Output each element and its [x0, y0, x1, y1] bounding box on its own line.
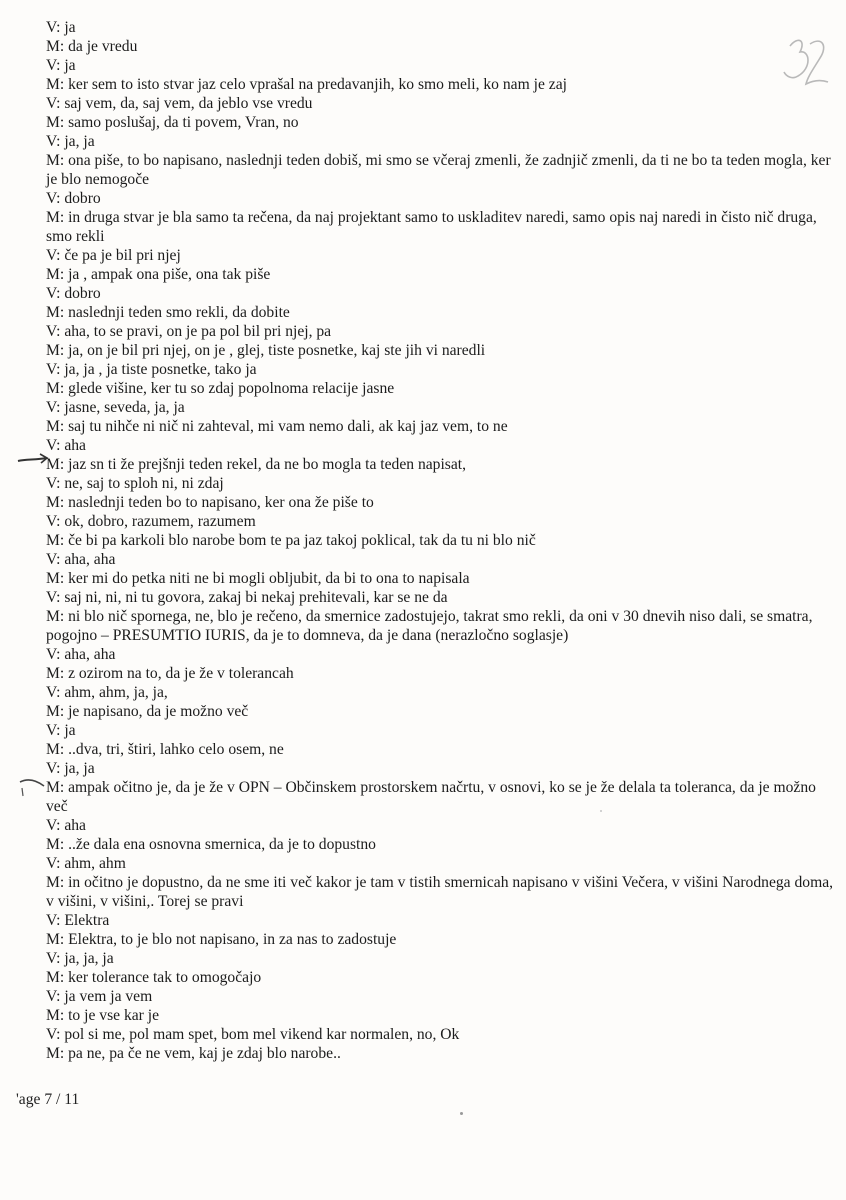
transcript-line: V: ja	[46, 19, 76, 36]
transcript-line: V: ahm, ahm, ja, ja,	[46, 684, 168, 701]
transcript-line: V: ja	[46, 57, 76, 74]
transcript-line: M: da je vredu	[46, 38, 138, 55]
transcript-line: M: Elektra, to je blo not napisano, in za nas to zadostuje	[46, 931, 397, 948]
transcript-line: V: ja vem ja vem	[46, 988, 153, 1005]
transcript-line: V: ja, ja	[46, 133, 95, 150]
transcript-line: V: saj vem, da, saj vem, da jeblo vse vredu	[46, 95, 313, 112]
transcript-line: M: samo poslušaj, da ti povem, Vran, no	[46, 114, 299, 131]
transcript-line: M: če bi pa karkoli blo narobe bom te pa jaz takoj poklical, tak da tu ni blo nič	[46, 532, 536, 549]
margin-arrow-2	[14, 776, 48, 798]
transcript-line: M: ona piše, to bo napisano, naslednji teden dobiš, mi smo se včeraj zmenli, že zadnjič zmenli, da ti ne bo ta teden mogla, ker je blo nemogoče	[46, 152, 831, 188]
transcript-line: M: jaz sn ti že prejšnji teden rekel, da ne bo mogla ta teden napisat,	[46, 456, 467, 473]
transcript-line: V: ne, saj to sploh ni, ni zdaj	[46, 475, 224, 492]
transcript-line: M: saj tu nihče ni nič ni zahteval, mi vam nemo dali, ak kaj jaz vem, to ne	[46, 418, 508, 435]
transcript-line: V: aha, to se pravi, on je pa pol bil pri njej, pa	[46, 323, 332, 340]
transcript-line: V: aha	[46, 437, 86, 454]
margin-arrow-1	[16, 452, 50, 466]
transcript-line: V: ja, ja , ja tiste posnetke, tako ja	[46, 361, 257, 378]
transcript-line: M: pa ne, pa če ne vem, kaj je zdaj blo narobe..	[46, 1045, 341, 1062]
transcript-line: M: ja, on je bil pri njej, on je , glej, tiste posnetke, kaj ste jih vi naredli	[46, 342, 486, 359]
transcript-line: M: ..že dala ena osnovna smernica, da je to dopustno	[46, 836, 376, 853]
paper-speck	[460, 1112, 463, 1115]
transcript-line: M: z ozirom na to, da je že v tolerancah	[46, 665, 294, 682]
transcript-line: V: aha, aha	[46, 551, 116, 568]
transcript-line: M: ker mi do petka niti ne bi mogli obljubit, da bi to ona to napisala	[46, 570, 470, 587]
transcript-line: V: če pa je bil pri njej	[46, 247, 181, 264]
transcript-line: V: ahm, ahm	[46, 855, 126, 872]
transcript-line: V: dobro	[46, 190, 101, 207]
transcript-line: M: ..dva, tri, štiri, lahko celo osem, ne	[46, 741, 284, 758]
page-number-footer: 'age 7 / 11	[16, 1091, 80, 1108]
transcript-line: V: dobro	[46, 285, 101, 302]
transcript-line: V: aha	[46, 817, 86, 834]
transcript-line: M: in očitno je dopustno, da ne sme iti več kakor je tam v tistih smernicah napisano v višini Večera, v višini Narodnega doma, v višini, v višini,. Torej se pravi	[46, 874, 834, 910]
transcript-line: M: to je vse kar je	[46, 1007, 160, 1024]
transcript-line: V: saj ni, ni, ni tu govora, zakaj bi nekaj prehitevali, kar se ne da	[46, 589, 448, 606]
transcript-line: M: ker sem to isto stvar jaz celo vprašal na predavanjih, ko smo meli, ko nam je zaj	[46, 76, 567, 93]
transcript-line: V: ja	[46, 722, 76, 739]
transcript-line: V: aha, aha	[46, 646, 116, 663]
transcript-line: M: glede višine, ker tu so zdaj popolnoma relacije jasne	[46, 380, 395, 397]
transcript-body	[46, 18, 836, 1063]
transcript-line: V: Elektra	[46, 912, 110, 929]
transcript-line: M: ampak očitno je, da je že v OPN – Občinskem prostorskem načrtu, v osnovi, ko se je že delala ta toleranca, da je možno več	[46, 779, 816, 815]
transcript-line: M: ker tolerance tak to omogočajo	[46, 969, 262, 986]
transcript-line: V: pol si me, pol mam spet, bom mel vikend kar normalen, no, Ok	[46, 1026, 460, 1043]
transcript-line: V: ja, ja	[46, 760, 95, 777]
transcript-line: M: naslednji teden smo rekli, da dobite	[46, 304, 290, 321]
transcript-line: V: ok, dobro, razumem, razumem	[46, 513, 256, 530]
transcript-line: M: in druga stvar je bla samo ta rečena, da naj projektant samo to uskladitev naredi, samo opis naj naredi in čisto nič druga, smo rekli	[46, 209, 817, 245]
transcript-line: M: ni blo nič spornega, ne, blo je rečeno, da smernice zadostujejo, takrat smo rekli, da oni v 30 dnevih niso dali, se smatra, pogojno – PRESUMTIO IURIS, da je to domneva, da je dana (nerazločno soglasje)	[46, 608, 813, 644]
transcript-line: V: jasne, seveda, ja, ja	[46, 399, 185, 416]
transcript-line: V: ja, ja, ja	[46, 950, 114, 967]
transcript-line: M: je napisano, da je možno več	[46, 703, 249, 720]
transcript-line: M: ja , ampak ona piše, ona tak piše	[46, 266, 271, 283]
transcript-line: M: naslednji teden bo to napisano, ker ona že piše to	[46, 494, 374, 511]
